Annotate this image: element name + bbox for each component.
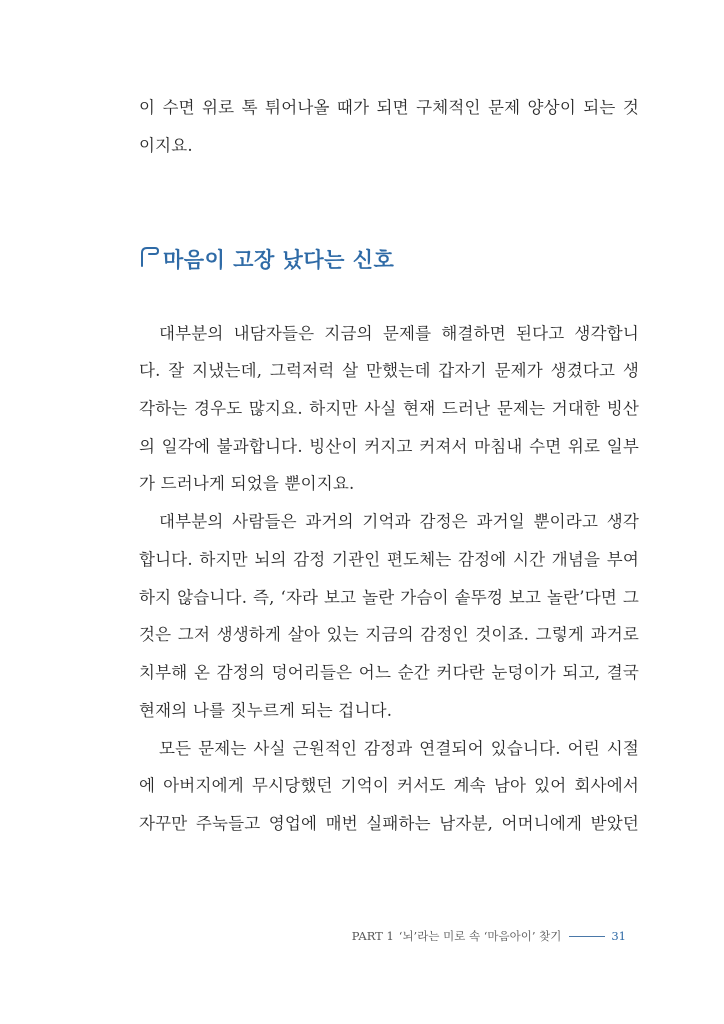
section-heading <box>139 242 394 276</box>
page-footer <box>352 926 626 946</box>
body-line: 하지 않습니다. 즉, ‘자라 보고 놀란 가슴이 솥뚜껑 보고 놀란’다면 그 <box>139 588 639 607</box>
body-line: 현재의 나를 짓누르게 되는 겁니다. <box>139 701 393 720</box>
intro-line: 이 수면 위로 톡 튀어나올 때가 되면 구체적인 문제 양상이 되는 것 <box>139 98 639 117</box>
footer-chapter-title: ‘뇌’라는 미로 속 ‘마음아이’ 찾기 <box>398 929 562 943</box>
body-line: 자꾸만 주눅들고 영업에 매번 실패하는 남자분, 어머니에게 받았던 <box>139 814 639 833</box>
footer-part-label: PART 1 <box>351 929 394 943</box>
body-line: 에 아버지에게 무시당했던 기억이 커서도 계속 남아 있어 회사에서 <box>139 776 639 795</box>
body-line: 대부분의 내담자들은 지금의 문제를 해결하면 된다고 생각합니 <box>159 324 639 343</box>
body-line: 합니다. 하지만 뇌의 감정 기관인 편도체는 감정에 시간 개념을 부여 <box>139 550 639 569</box>
body-line: 모든 문제는 사실 근원적인 감정과 연결되어 있습니다. 어린 시절 <box>159 739 639 758</box>
body-line: 각하는 경우도 많지요. 하지만 사실 현재 드러난 문제는 거대한 빙산 <box>139 399 639 418</box>
section-title: 마음이 고장 났다는 신호 <box>163 248 395 272</box>
heading-bracket-icon <box>139 246 159 268</box>
body-line: 치부해 온 감정의 덩어리들은 어느 순간 커다란 눈덩이가 되고, 결국 <box>139 663 639 682</box>
body-line: 다. 잘 지냈는데, 그럭저럭 살 만했는데 갑자기 문제가 생겼다고 생 <box>139 361 639 380</box>
body-line: 대부분의 사람들은 과거의 기억과 감정은 과거일 뿐이라고 생각 <box>159 512 639 531</box>
body-line: 가 드러나게 되었을 뿐이지요. <box>139 474 355 493</box>
intro-line: 이지요. <box>139 136 193 155</box>
footer-rule <box>569 936 605 937</box>
page-number: 31 <box>611 929 626 943</box>
body-line: 것은 그저 생생하게 살아 있는 지금의 감정인 것이죠. 그렇게 과거로 <box>139 625 639 644</box>
body-line: 의 일각에 불과합니다. 빙산이 커지고 커져서 마침내 수면 위로 일부 <box>139 437 639 456</box>
